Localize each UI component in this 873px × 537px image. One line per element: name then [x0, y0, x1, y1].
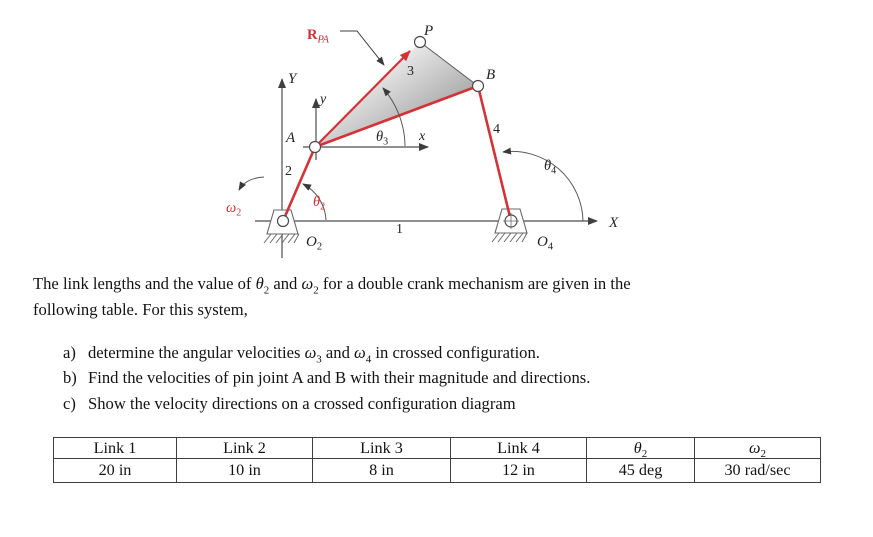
label-link2: 2	[285, 164, 292, 179]
label-theta4: $\theta_4$	[544, 158, 557, 177]
omega2-symbol: ω	[301, 274, 314, 293]
intro-part3: for a double crank mechanism are given in the	[318, 274, 631, 293]
item-marker: b)	[63, 368, 77, 388]
problem-statement	[33, 271, 845, 323]
label-axis-y: Y	[288, 71, 297, 87]
value-link1: 20 in	[54, 459, 177, 483]
intro-part2: and	[269, 274, 302, 293]
header-link1: Link 1	[54, 438, 177, 459]
pin-o2	[278, 216, 289, 227]
rpa-leader	[340, 31, 384, 65]
list-item-b	[63, 365, 590, 390]
omega2-subscript: 2	[313, 284, 319, 297]
item-marker: a)	[63, 343, 76, 362]
label-local-x: x	[419, 129, 426, 144]
task-list	[63, 340, 590, 416]
label-local-y: y	[320, 92, 327, 107]
label-omega2: $\omega_2$	[226, 200, 242, 219]
intro-line2: following table. For this system,	[33, 300, 248, 319]
label-p: P	[424, 23, 434, 39]
label-b: B	[486, 67, 496, 83]
omega2-arrow	[239, 177, 264, 190]
item-text: Show the velocity directions on a crossed configuration diagram	[88, 393, 516, 413]
pin-a	[310, 142, 321, 153]
mechanism-diagram	[0, 0, 873, 268]
header-omega2: $\omega_2$	[695, 438, 821, 459]
value-omega2: 30 rad/sec	[695, 459, 821, 483]
pin-b	[473, 81, 484, 92]
value-theta2: 45 deg	[587, 459, 695, 483]
link-2	[283, 147, 315, 221]
label-rpa: $R_{PA}$	[307, 27, 329, 46]
label-theta3: $\theta_3$	[376, 129, 389, 148]
header-link2: Link 2	[177, 438, 313, 459]
label-o4: $O_4$	[537, 234, 554, 253]
list-item-a	[63, 340, 590, 365]
list-item-c	[63, 391, 590, 416]
value-link2: 10 in	[177, 459, 313, 483]
label-theta2: $\theta_2$	[313, 194, 326, 213]
label-axis-x: X	[609, 215, 619, 231]
intro-part1: The link lengths and the value of	[33, 274, 256, 293]
label-o2: $O_2$	[306, 234, 323, 253]
link-4	[478, 86, 511, 221]
label-a: A	[286, 130, 296, 146]
value-link4: 12 in	[451, 459, 587, 483]
label-link3: 3	[407, 64, 414, 79]
item-marker: c)	[63, 393, 76, 413]
table-value-row	[54, 459, 821, 483]
theta2-symbol: θ	[255, 274, 264, 293]
header-link4: Link 4	[451, 438, 587, 459]
label-link1: 1	[396, 222, 403, 237]
header-link3: Link 3	[313, 438, 451, 459]
header-theta2: $\theta_2$	[587, 438, 695, 459]
table-header-row	[54, 438, 821, 459]
link-data-table	[53, 437, 821, 483]
item-text: determine the angular velocities $\omega_3$ and $\omega_4$ in crossed configuration.	[88, 343, 540, 366]
theta2-subscript: 2	[263, 284, 270, 297]
item-text: Find the velocities of pin joint A and B with their magnitude and directions.	[88, 368, 591, 388]
label-link4: 4	[493, 122, 500, 137]
value-link3: 8 in	[313, 459, 451, 483]
